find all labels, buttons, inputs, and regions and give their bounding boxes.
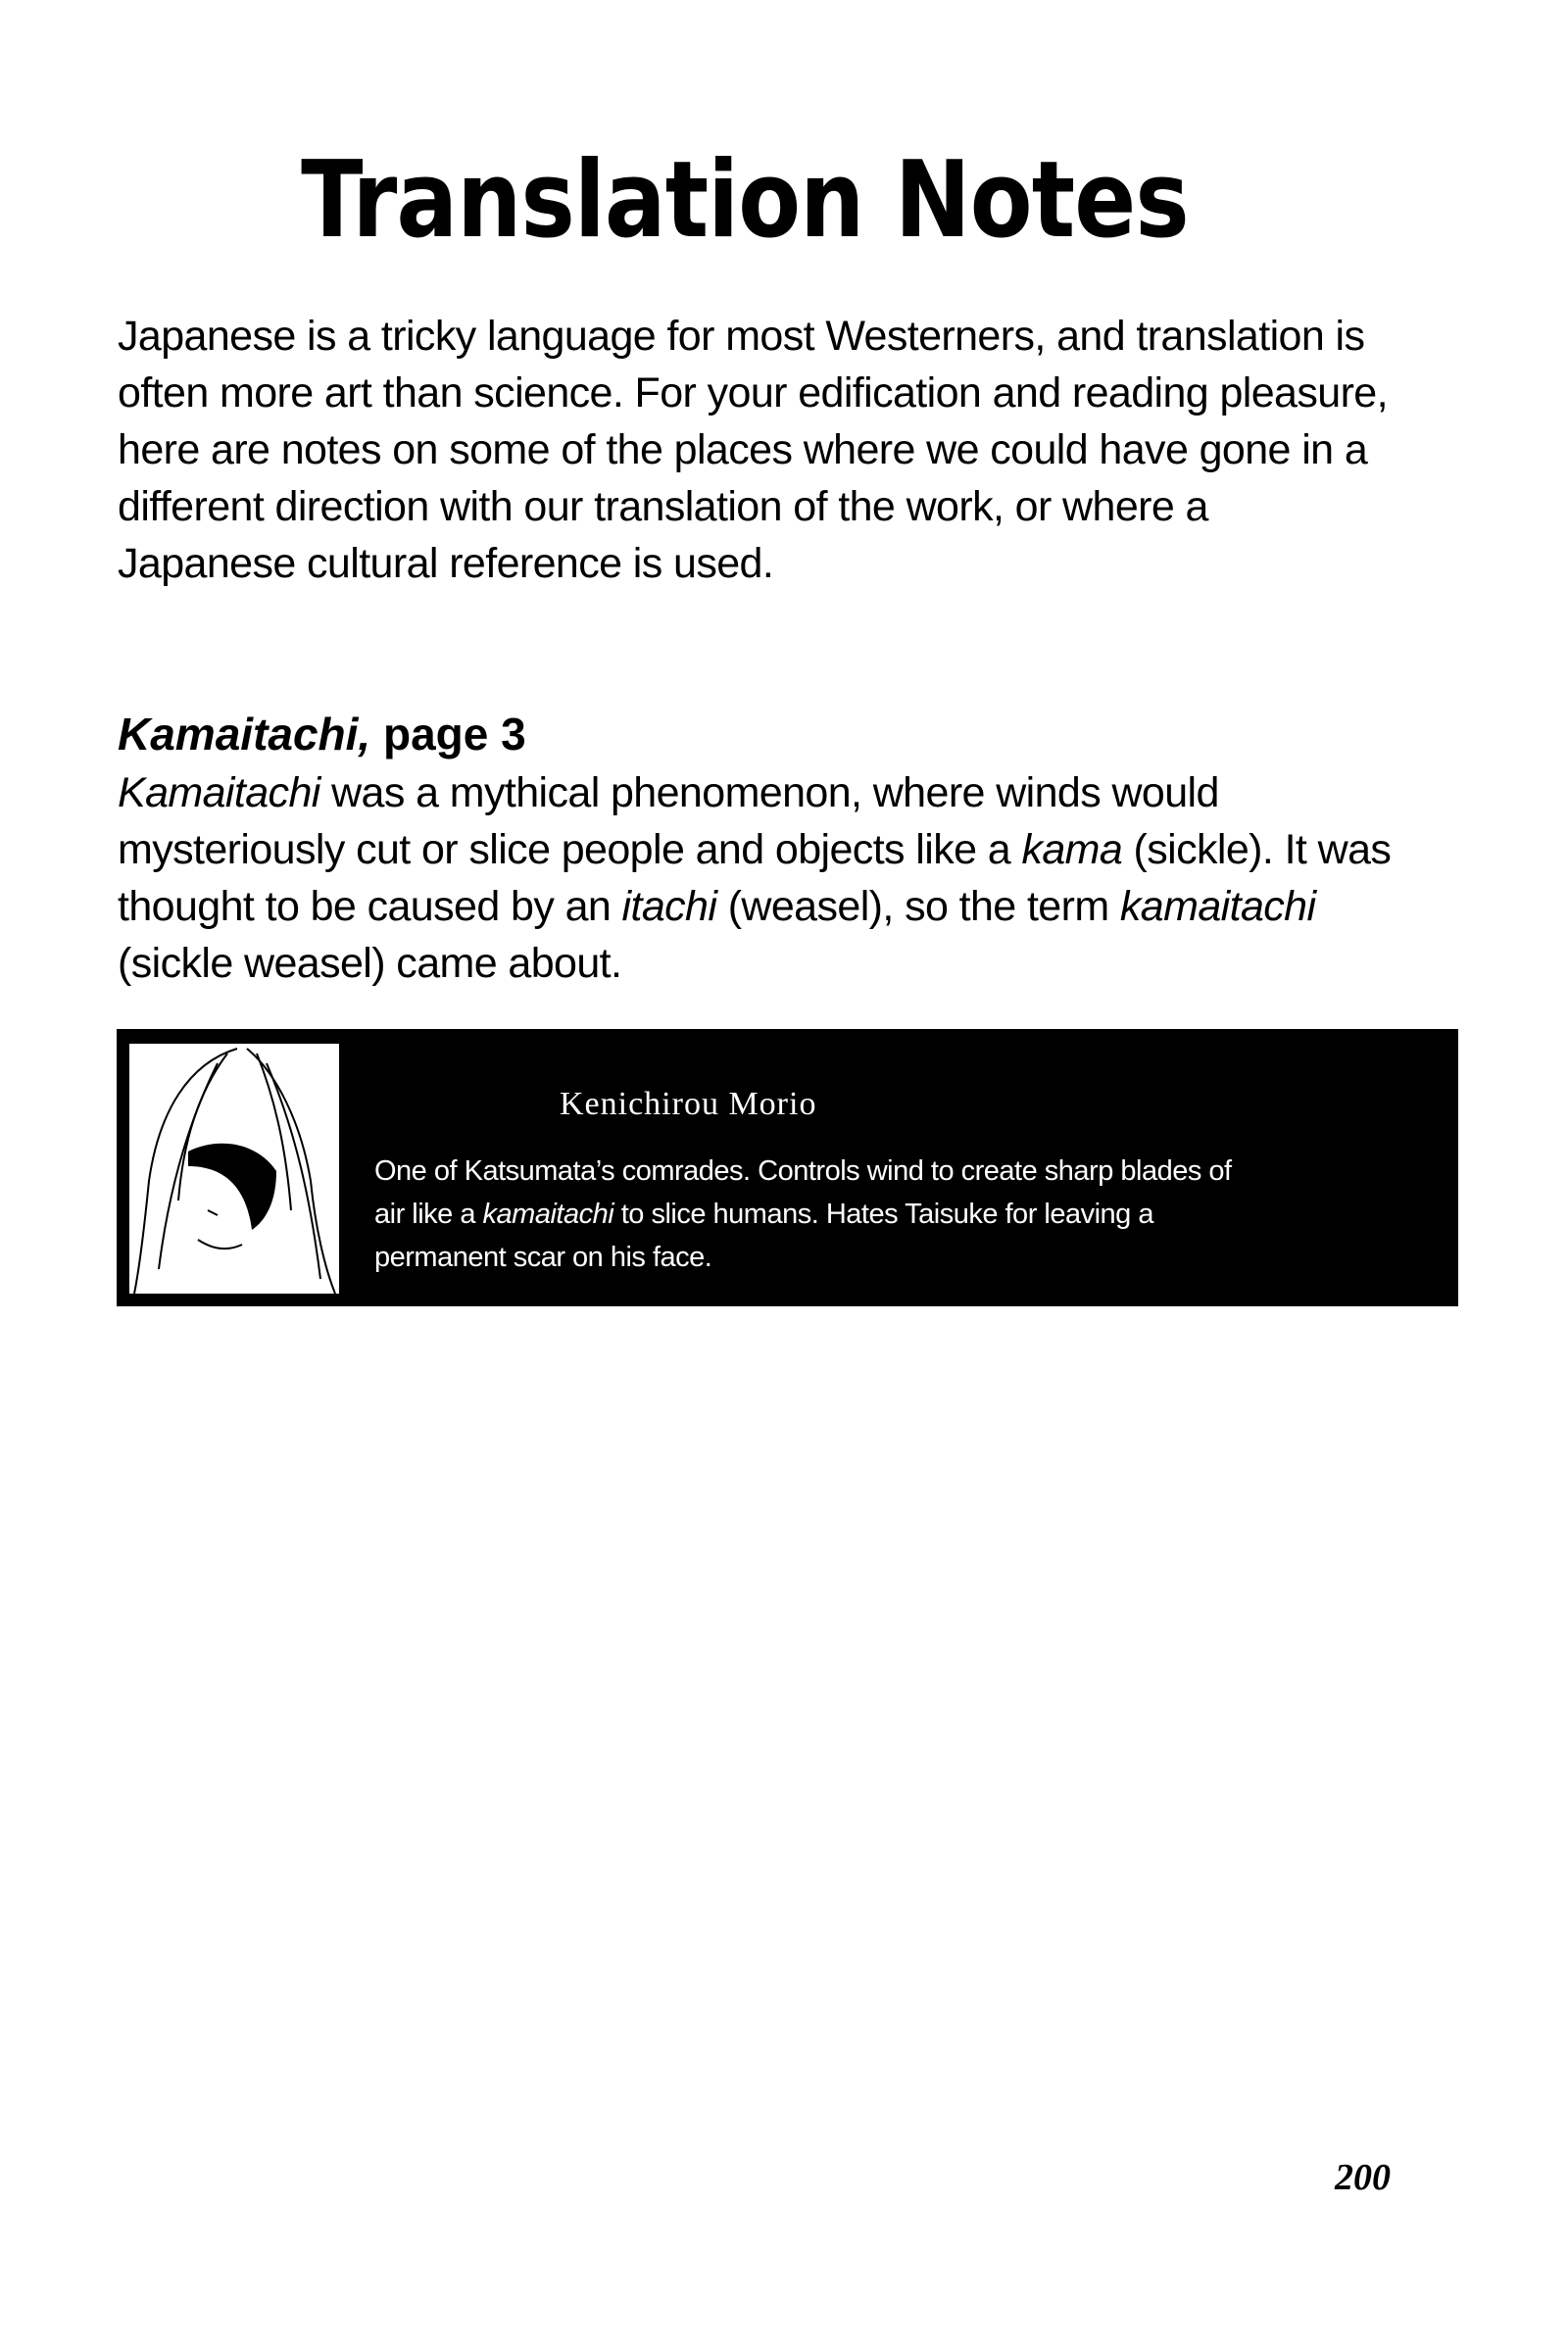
- note-heading: [118, 706, 526, 762]
- note-text-term: Kamaitachi: [118, 769, 320, 816]
- note-term: Kamaitachi,: [118, 709, 371, 760]
- page-number: 200: [1335, 2157, 1391, 2198]
- character-name: Kenichirou Morio: [560, 1086, 817, 1122]
- note-text: (weasel), so the term: [716, 883, 1120, 930]
- note-text-term: kama: [1021, 826, 1123, 873]
- character-card: [117, 1029, 1458, 1306]
- character-description: [374, 1150, 1256, 1279]
- note-page-ref: page 3: [383, 709, 526, 760]
- note-text-term: kamaitachi: [1119, 883, 1316, 930]
- note-text-term: itachi: [621, 883, 717, 930]
- note-text: (sickle weasel) came about.: [118, 940, 622, 987]
- note-text: was a mythical phenomenon, where winds would mysteriously cut or slice people and objects like a: [118, 769, 1219, 873]
- character-description-text: One of Katsumata’s comrades. Controls wind to create sharp blades of air like a: [374, 1155, 1232, 1230]
- character-description-text: to slice humans. Hates Taisuke for leaving a permanent scar on his face.: [374, 1199, 1153, 1273]
- character-description-term: kamaitachi: [482, 1199, 614, 1230]
- note-text: (sickle). It was thought to be caused by an: [118, 826, 1392, 930]
- page-title: Translation Notes: [301, 139, 1189, 262]
- intro-paragraph: Japanese is a tricky language for most Westerners, and translation is often more art than science. For your edification and reading pleasure, here are notes on some of the places where we could have gone in a different direction with our translation of the work, or where a Japanese cultural reference is used.: [118, 313, 1388, 587]
- note-body: [118, 764, 1431, 992]
- character-portrait-icon: [129, 1044, 339, 1294]
